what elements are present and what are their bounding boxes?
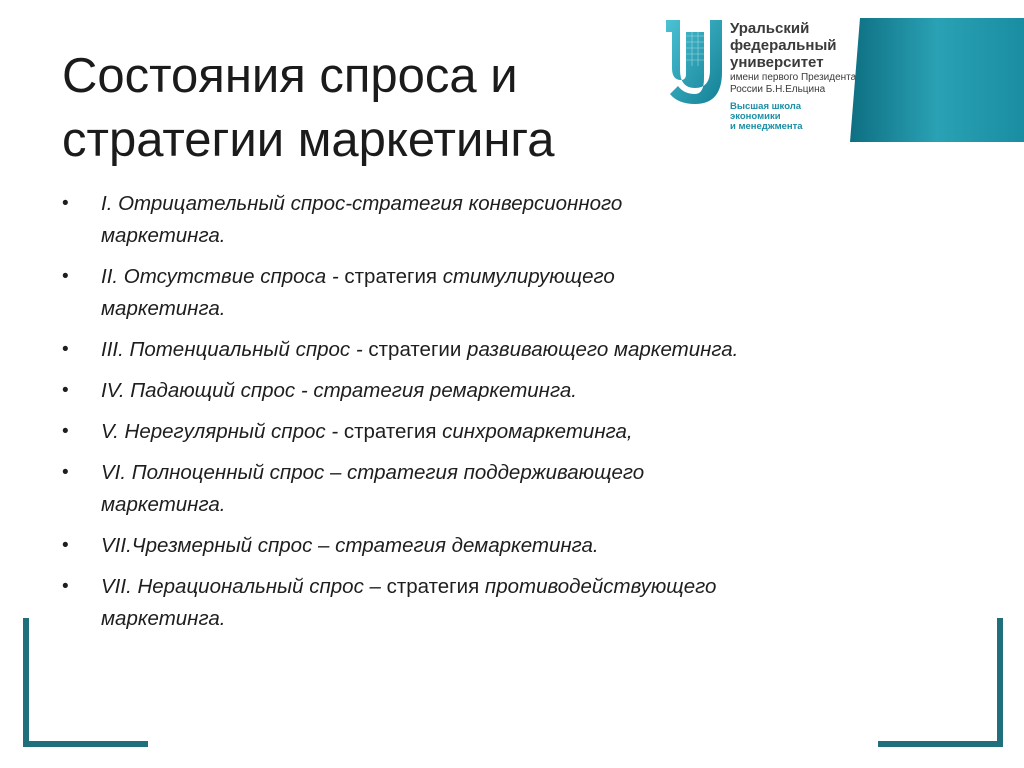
list-item-text-normal: стратегия	[344, 265, 438, 288]
list-item	[62, 530, 962, 562]
title-line-2: стратегии маркетинга	[62, 113, 555, 167]
list-item-text-normal: стратегия	[343, 420, 437, 443]
bullet-point: •	[62, 339, 69, 360]
logo-name-line-3: университет	[730, 54, 824, 71]
list-item-text: VII.Чрезмерный спрос – стратегия демаркетинга.	[101, 534, 599, 557]
list-item	[62, 188, 962, 252]
list-item-text-cont: маркетинга.	[101, 607, 226, 630]
list-item-text: I. Отрицательный спрос-стратегия конверсионного	[101, 192, 623, 215]
teal-gradient-band	[850, 18, 1024, 142]
list-item-text: VII. Нерациональный спрос –	[101, 575, 387, 598]
list-item-text: VI. Полноценный спрос – стратегия поддерживающего	[101, 461, 645, 484]
logo-school-line-2: экономики	[730, 111, 781, 122]
logo-text	[730, 20, 860, 132]
list-item-text-cont: маркетинга.	[101, 297, 226, 320]
title-line-1: Состояния спроса и	[62, 49, 518, 103]
bullet-point: •	[62, 421, 69, 442]
logo-school-line-3: и менеджмента	[730, 121, 803, 132]
bullet-point: •	[62, 535, 69, 556]
list-item-text-normal: стратегии	[368, 338, 462, 361]
bullet-point: •	[62, 576, 69, 597]
bullet-point: •	[62, 193, 69, 214]
bullet-point: •	[62, 462, 69, 483]
list-item-text-tail: синхромаркетинга,	[436, 420, 633, 443]
list-item-text-cont: маркетинга.	[101, 224, 226, 247]
list-item	[62, 334, 962, 366]
logo-school-line-1: Высшая школа	[730, 101, 802, 112]
list-item-text-tail: противодействующего	[479, 575, 717, 598]
list-item-text-normal: стратегия	[386, 575, 480, 598]
logo-name-line-1: Уральский	[730, 20, 810, 37]
list-item-text: V. Нерегулярный спрос -	[101, 420, 344, 443]
slide-title	[62, 44, 662, 172]
list-item	[62, 375, 962, 407]
logo-sub-line-1: имени первого Президента	[730, 72, 857, 83]
list-item	[62, 571, 962, 635]
list-item-text: III. Потенциальный спрос -	[101, 338, 369, 361]
list-item-text: IV. Падающий спрос - стратегия ремаркетинга.	[101, 379, 577, 402]
list-item	[62, 457, 962, 521]
frame-corner-right	[878, 618, 1006, 750]
list-item-text-cont: маркетинга.	[101, 493, 226, 516]
logo-sub-line-2: России Б.Н.Ельцина	[730, 84, 826, 95]
urfu-u-logo-icon	[664, 18, 726, 108]
bullet-point: •	[62, 380, 69, 401]
frame-corner-left	[22, 618, 148, 750]
list-item-text: II. Отсутствие спроса -	[101, 265, 345, 288]
list-item	[62, 261, 962, 325]
list-item-text-tail: стимулирующего	[437, 265, 615, 288]
list-item	[62, 416, 962, 448]
list-item-text-tail: развивающего маркетинга.	[461, 338, 739, 361]
strategy-list	[62, 188, 962, 644]
bullet-point: •	[62, 266, 69, 287]
university-logo	[664, 18, 1024, 146]
logo-name-line-2: федеральный	[730, 37, 837, 54]
